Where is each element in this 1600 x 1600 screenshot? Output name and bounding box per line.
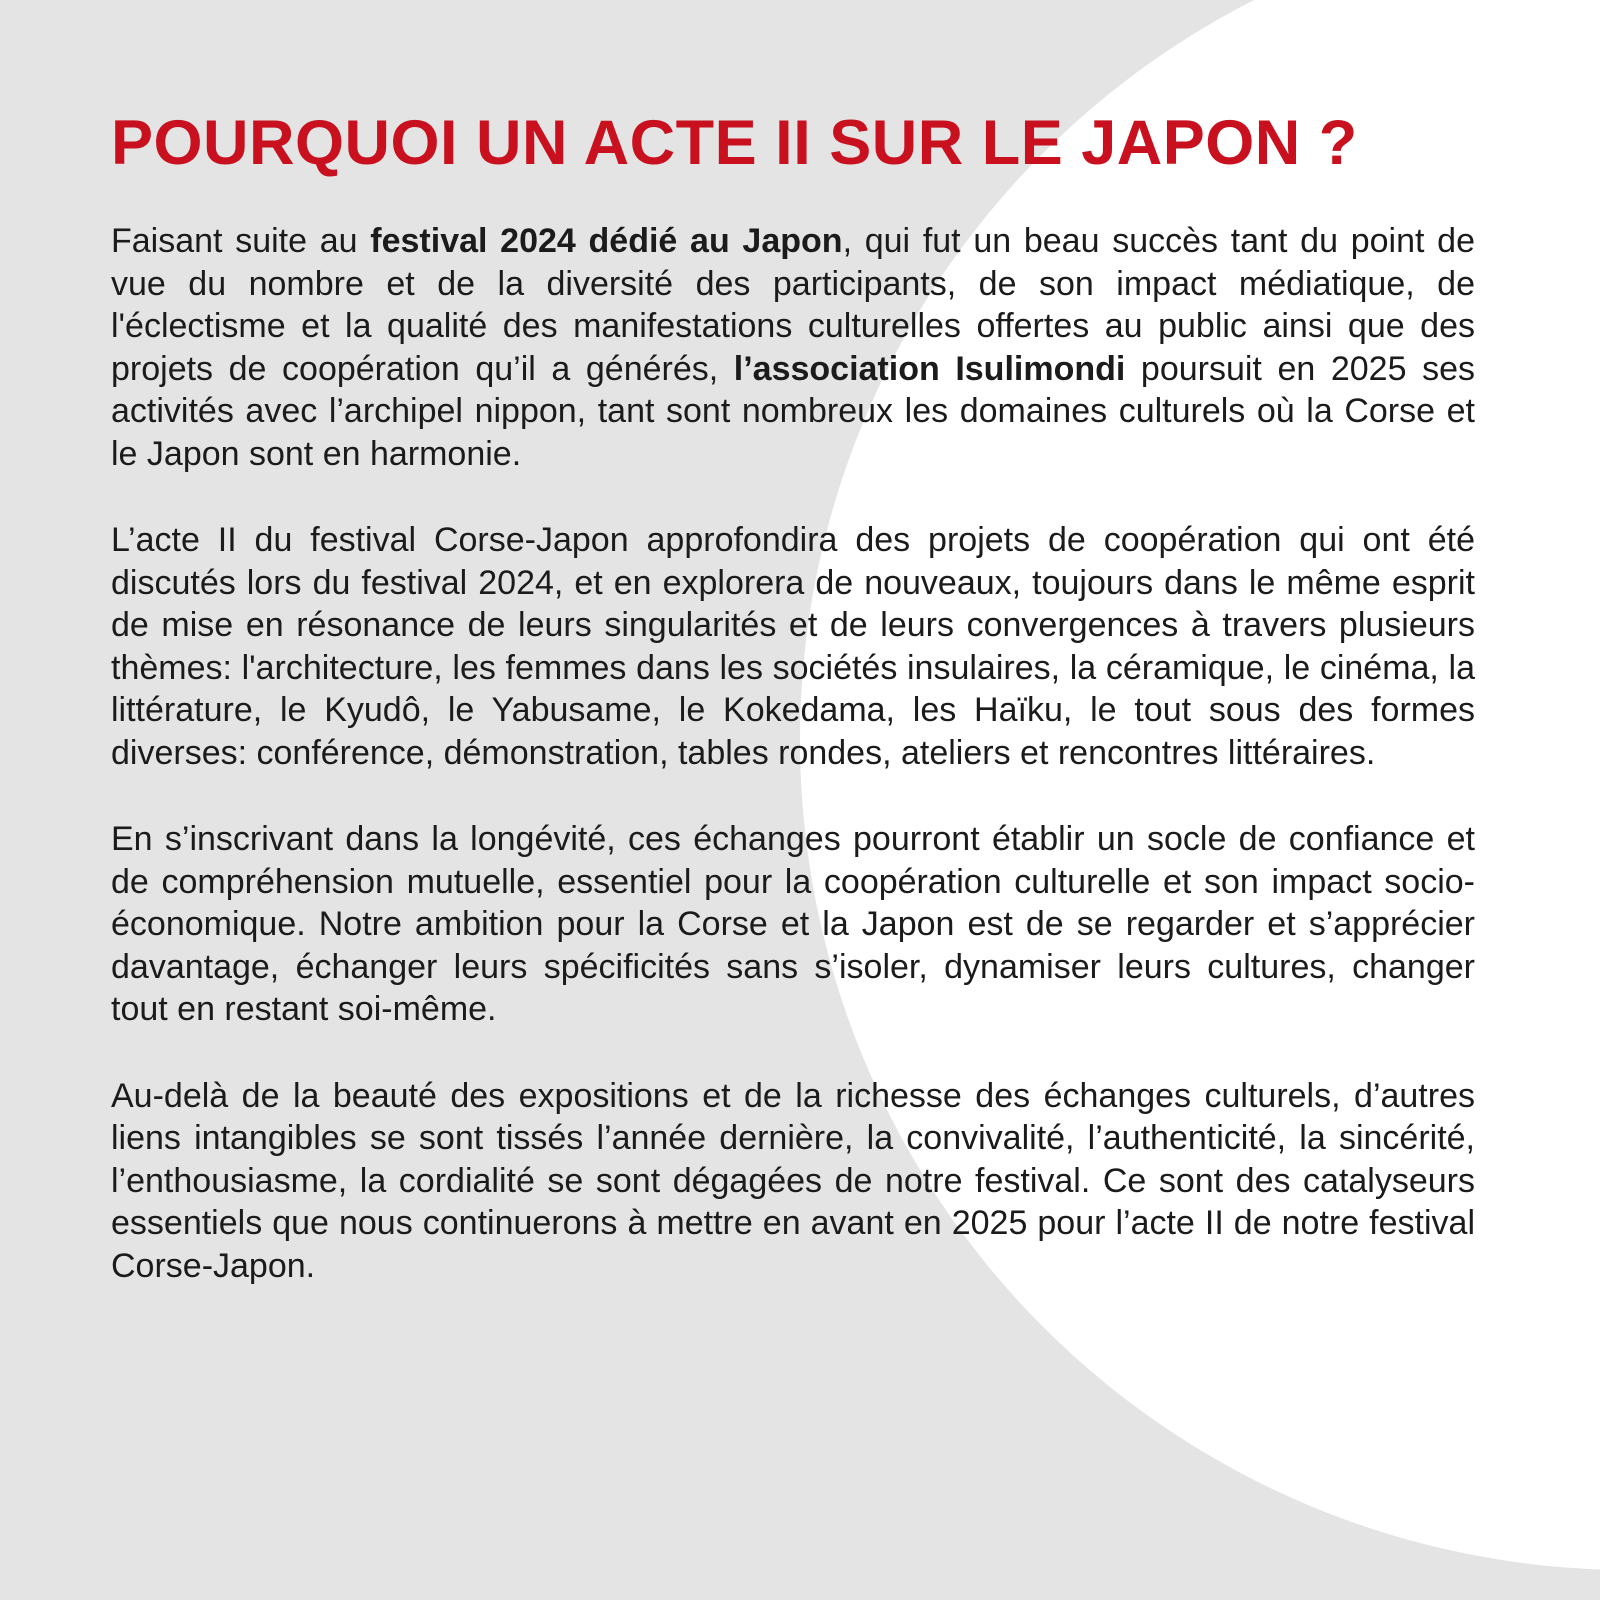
paragraph-2: L’acte II du festival Corse-Japon approfondira des projets de coopération qui ont été discutés lors du festival 2024, et en explorera de nouveaux, toujours dans le même esprit de mise en résonance de leurs singularités et de leurs convergences à travers plusieurs thèmes: l'architecture, les femmes dans les sociétés insulaires, la céramique, le cinéma, la littérature, le Kyudô, le Yabusame, le Kokedama, les Haïku, le tout sous des formes diverses: conférence, démonstration, tables rondes, ateliers et rencontres littéraires. bbox=[111, 521, 1475, 772]
paragraph-1-text-a: Faisant suite au bbox=[111, 222, 371, 260]
paragraph-4: Au-delà de la beauté des expositions et de la richesse des échanges culturels, d’autres liens intangibles se sont tissés l’année dernière, la convivalité, l’authenticité, la sincérité, l’enthousiasme, la cordialité se sont dégagées de notre festival. Ce sont des catalyseurs essentiels que nous continuerons à mettre en avant en 2025 pour l’acte II de notre festival Corse-Japon. bbox=[111, 1076, 1475, 1285]
page-title: POURQUOI UN ACTE II SUR LE JAPON ? bbox=[111, 108, 1358, 178]
paragraph-1-text-e: poursuit en 2025 ses activités avec l’archipel nippon, tant sont nombreux les domaines culturels où la Corse et le Japon sont en harmonie. bbox=[111, 349, 1475, 473]
paragraph-1-text-c: , qui fut un beau succès tant du point de vue du nombre et de la diversité des participants, de son impact médiatique, de l'éclectisme et la qualité des manifestations culturelles offertes au public ainsi que des projets de coopération qu’il a générés, bbox=[111, 222, 1475, 388]
article bbox=[111, 108, 1475, 1331]
paragraph-1-emphasis-festival: festival 2024 dédié au Japon bbox=[370, 222, 843, 260]
paragraph-1-emphasis-association: l’association Isulimondi bbox=[733, 349, 1126, 388]
paragraph-3: En s’inscrivant dans la longévité, ces échanges pourront établir un socle de confiance et de compréhension mutuelle, essentiel pour la coopération culturelle et son impact socio-économique. Notre ambition pour la Corse et la Japon est de se regarder et s’apprécier davantage, échanger leurs spécificités sans s’isoler, dynamiser leurs cultures, changer tout en restant soi-même. bbox=[111, 820, 1475, 1028]
paragraph-1 bbox=[111, 220, 1475, 475]
